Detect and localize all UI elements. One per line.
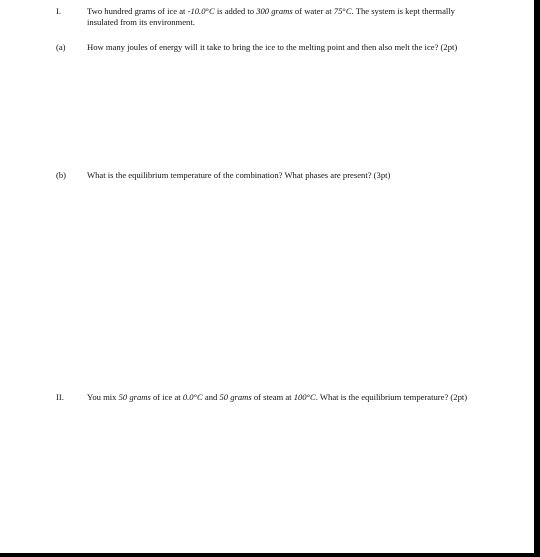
text-run: -10.0 — [187, 6, 206, 16]
text-run: . What is the equilibrium temperature? (2pt) — [315, 392, 468, 402]
page-edge-right — [534, 0, 540, 557]
text-run: of ice at — [150, 392, 183, 402]
text-run: of water at — [292, 6, 334, 16]
text-run: 300 grams — [256, 6, 293, 16]
text-run: and — [202, 392, 220, 402]
text-run: 0.0 — [182, 392, 194, 402]
text-run: . The system is kept thermally insulated from its environment. — [87, 6, 455, 27]
question-2-text — [87, 392, 487, 403]
text-run: 50 grams — [219, 392, 252, 402]
text-run: C — [345, 6, 352, 16]
text-run: C — [197, 392, 203, 402]
text-run: Two hundred grams of ice at — [87, 6, 188, 16]
text-run: ° — [193, 392, 198, 402]
question-1a-label: (a) — [56, 42, 66, 52]
question-1-text — [87, 6, 487, 28]
text-run: ° — [205, 6, 209, 16]
question-1a-text — [87, 42, 487, 53]
text-run: 50 grams — [118, 392, 151, 402]
text-run: ° — [306, 392, 311, 402]
text-run: ° — [342, 6, 346, 16]
question-2-label: II. — [56, 392, 64, 402]
page-edge-bottom — [0, 553, 540, 557]
text-run: What is the equilibrium temperature of the combination? What phases are present? (3pt) — [87, 170, 391, 180]
text-run: of steam at — [251, 392, 294, 402]
text-run: is added to — [214, 6, 257, 16]
text-run: How many joules of energy will it take to bring the ice to the melting point and then also melt the ice? (2pt) — [87, 42, 458, 52]
text-run: C — [310, 392, 316, 402]
question-1-label: I. — [56, 6, 62, 16]
question-1b-text — [87, 170, 487, 181]
text-run: C — [208, 6, 215, 16]
text-run: 100 — [293, 392, 307, 402]
text-run: 75 — [333, 6, 343, 16]
text-run: You mix — [87, 392, 119, 402]
question-1b-label: (b) — [56, 170, 67, 180]
